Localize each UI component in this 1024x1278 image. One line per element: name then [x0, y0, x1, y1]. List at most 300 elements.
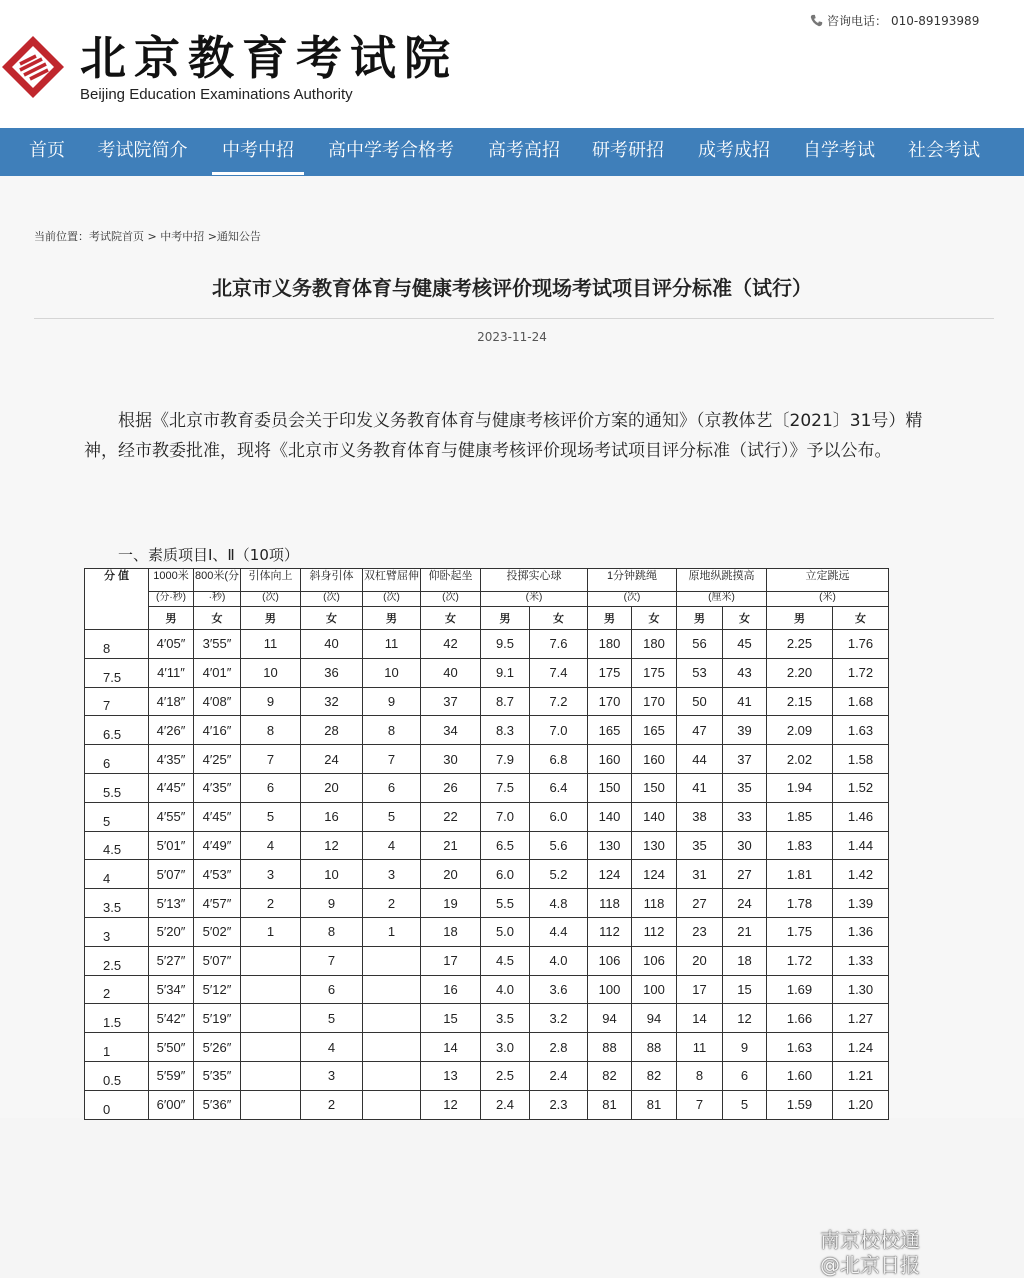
- table-cell: 6.0: [530, 802, 588, 831]
- table-cell: 37: [723, 745, 767, 774]
- table-cell: 8: [241, 716, 301, 745]
- table-cell: 7.4: [530, 658, 588, 687]
- table-cell: 1.94: [767, 773, 833, 802]
- table-cell: 1.21: [833, 1061, 889, 1090]
- event-dips: 双杠臂屈伸: [363, 569, 421, 592]
- table-cell: 2.4: [530, 1061, 588, 1090]
- table-cell: 4′18″: [149, 687, 194, 716]
- gender-cell: 男: [363, 607, 421, 630]
- table-cell: 24: [723, 889, 767, 918]
- watermark-line-2: @北京日报: [820, 1253, 920, 1277]
- table-cell: 12: [301, 831, 363, 860]
- table-row: [85, 1004, 889, 1033]
- table-cell: 5′02″: [194, 917, 241, 946]
- table-cell: 81: [588, 1090, 632, 1119]
- table-cell: 9: [363, 687, 421, 716]
- hotline-label: 咨询电话：: [827, 14, 888, 28]
- phone-icon: [810, 14, 823, 27]
- unit-cell: (厘米): [677, 592, 767, 607]
- table-cell: [241, 1004, 301, 1033]
- score-value-cell: 5: [85, 802, 149, 831]
- table-cell: 1.83: [767, 831, 833, 860]
- nav-item-yankao[interactable]: 研考研招: [592, 140, 664, 161]
- table-cell: 5′07″: [194, 946, 241, 975]
- score-value-cell: 1.5: [85, 1004, 149, 1033]
- table-cell: 140: [588, 802, 632, 831]
- table-cell: [363, 1033, 421, 1062]
- table-row: [85, 889, 889, 918]
- hotline: [810, 12, 979, 29]
- unit-cell: (分·秒): [149, 592, 194, 607]
- table-cell: 170: [632, 687, 677, 716]
- table-cell: 5.2: [530, 860, 588, 889]
- table-cell: 1.36: [833, 917, 889, 946]
- table-cell: 11: [677, 1033, 723, 1062]
- table-cell: 1.63: [833, 716, 889, 745]
- table-cell: 16: [301, 802, 363, 831]
- table-row: [85, 975, 889, 1004]
- table-cell: 6′00″: [149, 1090, 194, 1119]
- table-cell: 1.63: [767, 1033, 833, 1062]
- table-cell: 118: [632, 889, 677, 918]
- table-cell: 2.8: [530, 1033, 588, 1062]
- table-cell: 31: [677, 860, 723, 889]
- table-cell: 2: [363, 889, 421, 918]
- table-cell: 6: [723, 1061, 767, 1090]
- table-cell: 4.5: [481, 946, 530, 975]
- nav-item-about[interactable]: 考试院简介: [97, 140, 188, 161]
- logo-title[interactable]: 北京教育考试院: [80, 31, 458, 85]
- table-cell: 165: [632, 716, 677, 745]
- table-cell: [363, 1061, 421, 1090]
- table-cell: 4′55″: [149, 802, 194, 831]
- table-cell: 112: [588, 917, 632, 946]
- gender-cell: 女: [632, 607, 677, 630]
- table-cell: 3.2: [530, 1004, 588, 1033]
- table-cell: 8.3: [481, 716, 530, 745]
- table-cell: 175: [588, 658, 632, 687]
- table-cell: 27: [723, 860, 767, 889]
- table-cell: 124: [588, 860, 632, 889]
- table-cell: 82: [588, 1061, 632, 1090]
- table-cell: 165: [588, 716, 632, 745]
- table-cell: 4′57″: [194, 889, 241, 918]
- gender-cell: 女: [530, 607, 588, 630]
- table-cell: 2.5: [481, 1061, 530, 1090]
- watermark: [820, 1228, 920, 1278]
- table-cell: 180: [632, 630, 677, 659]
- table-cell: 8: [677, 1061, 723, 1090]
- table-cell: 5′50″: [149, 1033, 194, 1062]
- table-cell: 9: [723, 1033, 767, 1062]
- score-header: 分 值: [85, 569, 149, 630]
- table-cell: 19: [421, 889, 481, 918]
- watermark-line-1: 南京校校通: [820, 1228, 920, 1252]
- table-cell: 17: [677, 975, 723, 1004]
- table-cell: 30: [421, 745, 481, 774]
- table-cell: 1.52: [833, 773, 889, 802]
- table-cell: 5′36″: [194, 1090, 241, 1119]
- table-cell: 2.3: [530, 1090, 588, 1119]
- table-cell: 1.69: [767, 975, 833, 1004]
- table-cell: 35: [723, 773, 767, 802]
- table-cell: 1.42: [833, 860, 889, 889]
- table-cell: 1.72: [833, 658, 889, 687]
- table-cell: 7.5: [481, 773, 530, 802]
- table-cell: 5: [301, 1004, 363, 1033]
- gender-cell: 女: [723, 607, 767, 630]
- table-cell: 7.0: [530, 716, 588, 745]
- table-cell: 5′07″: [149, 860, 194, 889]
- table-row: [85, 1061, 889, 1090]
- table-cell: 5′12″: [194, 975, 241, 1004]
- table-cell: 3: [301, 1061, 363, 1090]
- table-cell: 4: [241, 831, 301, 860]
- event-vertical-jump: 原地纵跳摸高: [677, 569, 767, 592]
- gender-header-row: [85, 607, 889, 630]
- unit-cell: (米): [481, 592, 588, 607]
- score-table: [84, 568, 889, 1120]
- gender-cell: 女: [421, 607, 481, 630]
- event-inclined-pullup: 斜身引体: [301, 569, 363, 592]
- table-cell: 112: [632, 917, 677, 946]
- table-cell: 44: [677, 745, 723, 774]
- table-cell: 18: [723, 946, 767, 975]
- score-value-cell: 8: [85, 630, 149, 659]
- table-cell: 118: [588, 889, 632, 918]
- unit-header-row: [85, 592, 889, 607]
- table-cell: 4′11″: [149, 658, 194, 687]
- table-cell: [241, 1033, 301, 1062]
- unit-cell: (米): [767, 592, 889, 607]
- table-cell: 4′16″: [194, 716, 241, 745]
- table-cell: 5′26″: [194, 1033, 241, 1062]
- table-cell: 150: [588, 773, 632, 802]
- table-cell: [363, 1004, 421, 1033]
- table-cell: 1.27: [833, 1004, 889, 1033]
- table-cell: 9: [241, 687, 301, 716]
- table-cell: 1.24: [833, 1033, 889, 1062]
- table-cell: [241, 1061, 301, 1090]
- table-cell: [363, 1090, 421, 1119]
- table-cell: 175: [632, 658, 677, 687]
- table-cell: 130: [588, 831, 632, 860]
- event-pullup: 引体向上: [241, 569, 301, 592]
- table-cell: 180: [588, 630, 632, 659]
- table-cell: 9: [301, 889, 363, 918]
- table-cell: 160: [588, 745, 632, 774]
- table-cell: 106: [588, 946, 632, 975]
- table-cell: 5′27″: [149, 946, 194, 975]
- table-cell: 9.1: [481, 658, 530, 687]
- table-cell: 5′42″: [149, 1004, 194, 1033]
- table-cell: 22: [421, 802, 481, 831]
- table-cell: 8: [363, 716, 421, 745]
- section-heading: 一、素质项目Ⅰ、Ⅱ（10项）: [118, 546, 299, 564]
- table-cell: 88: [588, 1033, 632, 1062]
- table-cell: 4′49″: [194, 831, 241, 860]
- table-cell: 2.09: [767, 716, 833, 745]
- table-row: [85, 1090, 889, 1119]
- table-cell: 56: [677, 630, 723, 659]
- unit-cell: (次): [241, 592, 301, 607]
- score-value-cell: 1: [85, 1033, 149, 1062]
- table-cell: 45: [723, 630, 767, 659]
- table-cell: 100: [588, 975, 632, 1004]
- score-value-cell: 0: [85, 1090, 149, 1119]
- table-cell: 11: [241, 630, 301, 659]
- breadcrumb[interactable]: 当前位置：考试院首页 > 中考中招 >通知公告: [34, 230, 261, 243]
- unit-cell: (次): [301, 592, 363, 607]
- table-cell: 8.7: [481, 687, 530, 716]
- table-cell: 47: [677, 716, 723, 745]
- table-cell: 36: [301, 658, 363, 687]
- table-cell: 11: [363, 630, 421, 659]
- table-cell: 4.0: [530, 946, 588, 975]
- table-cell: 2.02: [767, 745, 833, 774]
- table-row: [85, 1033, 889, 1062]
- table-row: [85, 658, 889, 687]
- table-cell: 1.46: [833, 802, 889, 831]
- table-cell: 88: [632, 1033, 677, 1062]
- table-cell: 160: [632, 745, 677, 774]
- score-value-cell: 0.5: [85, 1061, 149, 1090]
- score-value-cell: 2: [85, 975, 149, 1004]
- table-cell: 10: [241, 658, 301, 687]
- table-cell: 1: [363, 917, 421, 946]
- nav-item-chengkao[interactable]: 成考成招: [698, 140, 770, 161]
- table-cell: 21: [421, 831, 481, 860]
- table-cell: 4′53″: [194, 860, 241, 889]
- table-cell: [241, 1090, 301, 1119]
- table-cell: 34: [421, 716, 481, 745]
- table-cell: 15: [421, 1004, 481, 1033]
- nav-item-shehui[interactable]: 社会考试: [908, 140, 980, 161]
- table-cell: 10: [301, 860, 363, 889]
- table-row: [85, 716, 889, 745]
- table-cell: 1.44: [833, 831, 889, 860]
- unit-cell: ·秒): [194, 592, 241, 607]
- table-cell: 2: [241, 889, 301, 918]
- table-cell: 21: [723, 917, 767, 946]
- table-cell: 13: [421, 1061, 481, 1090]
- table-cell: 41: [677, 773, 723, 802]
- table-cell: 1.76: [833, 630, 889, 659]
- table-cell: 7.2: [530, 687, 588, 716]
- table-cell: 5′34″: [149, 975, 194, 1004]
- event-medicine-ball: 投掷实心球: [481, 569, 588, 592]
- table-cell: 39: [723, 716, 767, 745]
- nav-item-zhongkao[interactable]: 中考中招: [212, 128, 304, 175]
- table-cell: 4′01″: [194, 658, 241, 687]
- table-cell: 14: [677, 1004, 723, 1033]
- table-cell: 50: [677, 687, 723, 716]
- table-cell: 6.4: [530, 773, 588, 802]
- score-value-cell: 4: [85, 860, 149, 889]
- table-cell: 5′20″: [149, 917, 194, 946]
- table-cell: 32: [301, 687, 363, 716]
- table-cell: 5: [363, 802, 421, 831]
- event-long-jump: 立定跳远: [767, 569, 889, 592]
- score-value-cell: 6: [85, 745, 149, 774]
- article-content: [0, 176, 1024, 1277]
- table-cell: 1.68: [833, 687, 889, 716]
- table-row: [85, 630, 889, 659]
- nav-item-zixue[interactable]: 自学考试: [803, 140, 875, 161]
- score-value-cell: 6.5: [85, 716, 149, 745]
- table-cell: 15: [723, 975, 767, 1004]
- table-cell: 106: [632, 946, 677, 975]
- title-divider: [34, 318, 994, 319]
- table-cell: 40: [301, 630, 363, 659]
- score-value-cell: 3: [85, 917, 149, 946]
- logo-subtitle: Beijing Education Examinations Authority: [80, 86, 353, 103]
- unit-cell: (次): [363, 592, 421, 607]
- table-cell: 1.39: [833, 889, 889, 918]
- table-cell: 7: [241, 745, 301, 774]
- table-cell: 5.5: [481, 889, 530, 918]
- gender-cell: 女: [301, 607, 363, 630]
- table-cell: 140: [632, 802, 677, 831]
- table-cell: 7.9: [481, 745, 530, 774]
- score-table-body: [85, 630, 889, 1120]
- table-cell: 30: [723, 831, 767, 860]
- unit-cell: (次): [421, 592, 481, 607]
- table-cell: 7.6: [530, 630, 588, 659]
- table-cell: 12: [421, 1090, 481, 1119]
- table-cell: 17: [421, 946, 481, 975]
- gender-cell: 男: [677, 607, 723, 630]
- table-cell: 2.20: [767, 658, 833, 687]
- table-cell: 4′05″: [149, 630, 194, 659]
- table-cell: 3.6: [530, 975, 588, 1004]
- table-cell: 4.4: [530, 917, 588, 946]
- table-cell: 9.5: [481, 630, 530, 659]
- table-cell: 42: [421, 630, 481, 659]
- table-cell: 130: [632, 831, 677, 860]
- table-cell: 5: [723, 1090, 767, 1119]
- table-cell: 7.0: [481, 802, 530, 831]
- table-cell: 1.81: [767, 860, 833, 889]
- table-cell: 20: [301, 773, 363, 802]
- table-cell: 1.78: [767, 889, 833, 918]
- table-cell: 1.58: [833, 745, 889, 774]
- nav-item-xuekao[interactable]: 高中学考合格考: [328, 140, 454, 161]
- table-cell: 5′35″: [194, 1061, 241, 1090]
- score-value-cell: 7: [85, 687, 149, 716]
- table-cell: 3.0: [481, 1033, 530, 1062]
- event-situp: 仰卧起坐: [421, 569, 481, 592]
- table-row: [85, 773, 889, 802]
- table-cell: 3.5: [481, 1004, 530, 1033]
- table-cell: 124: [632, 860, 677, 889]
- table-cell: 1.33: [833, 946, 889, 975]
- table-cell: 4.8: [530, 889, 588, 918]
- table-cell: 94: [588, 1004, 632, 1033]
- table-row: [85, 745, 889, 774]
- table-cell: 6.8: [530, 745, 588, 774]
- main-nav: [0, 128, 1024, 176]
- table-cell: 41: [723, 687, 767, 716]
- table-cell: 35: [677, 831, 723, 860]
- table-cell: 5: [241, 802, 301, 831]
- logo-mark-icon[interactable]: [0, 34, 66, 100]
- article-paragraph: [84, 406, 954, 466]
- table-cell: 6: [363, 773, 421, 802]
- table-row: [85, 687, 889, 716]
- table-cell: 6: [301, 975, 363, 1004]
- table-cell: 26: [421, 773, 481, 802]
- gender-cell: 男: [241, 607, 301, 630]
- table-cell: 2.25: [767, 630, 833, 659]
- score-value-cell: 3.5: [85, 889, 149, 918]
- table-row: [85, 831, 889, 860]
- event-jump-rope: 1分钟跳绳: [588, 569, 677, 592]
- table-cell: 1.60: [767, 1061, 833, 1090]
- table-cell: 5′01″: [149, 831, 194, 860]
- event-1000m: 1000米: [149, 569, 194, 592]
- table-cell: 43: [723, 658, 767, 687]
- table-cell: 38: [677, 802, 723, 831]
- table-cell: [363, 975, 421, 1004]
- gender-cell: 男: [588, 607, 632, 630]
- table-cell: 1.85: [767, 802, 833, 831]
- table-cell: 7: [301, 946, 363, 975]
- paragraph-text: 根据《北京市教育委员会关于印发义务教育体育与健康考核评价方案的通知》（京教体艺〔2021〕31号）精神，经市教委批准，现将《北京市义务教育体育与健康考核评价现场考试项目评分标准（试行）》予以公布。: [84, 411, 923, 461]
- table-cell: [241, 946, 301, 975]
- hotline-number: 010-89193989: [891, 13, 980, 28]
- table-cell: 33: [723, 802, 767, 831]
- table-row: [85, 802, 889, 831]
- table-cell: 5′13″: [149, 889, 194, 918]
- table-cell: 4′35″: [194, 773, 241, 802]
- table-cell: 23: [677, 917, 723, 946]
- table-cell: 1: [241, 917, 301, 946]
- score-value-cell: 7.5: [85, 658, 149, 687]
- gender-cell: 男: [767, 607, 833, 630]
- nav-item-home[interactable]: 首页: [29, 140, 65, 161]
- table-cell: 5′59″: [149, 1061, 194, 1090]
- table-cell: 7: [363, 745, 421, 774]
- table-cell: 1.59: [767, 1090, 833, 1119]
- table-cell: 12: [723, 1004, 767, 1033]
- table-cell: 100: [632, 975, 677, 1004]
- table-cell: 4: [301, 1033, 363, 1062]
- nav-item-gaokao[interactable]: 高考高招: [488, 140, 560, 161]
- table-cell: [241, 975, 301, 1004]
- table-cell: 2.4: [481, 1090, 530, 1119]
- table-cell: 150: [632, 773, 677, 802]
- table-row: [85, 917, 889, 946]
- table-cell: 37: [421, 687, 481, 716]
- table-cell: 1.75: [767, 917, 833, 946]
- gender-cell: 女: [833, 607, 889, 630]
- table-cell: 4′08″: [194, 687, 241, 716]
- table-cell: 1.72: [767, 946, 833, 975]
- table-cell: 8: [301, 917, 363, 946]
- table-cell: [363, 946, 421, 975]
- table-cell: 7: [677, 1090, 723, 1119]
- table-cell: 4′25″: [194, 745, 241, 774]
- table-cell: 18: [421, 917, 481, 946]
- table-cell: 82: [632, 1061, 677, 1090]
- table-cell: 6.5: [481, 831, 530, 860]
- table-cell: 53: [677, 658, 723, 687]
- event-800m: 800米(分: [194, 569, 241, 592]
- table-cell: 40: [421, 658, 481, 687]
- table-cell: 170: [588, 687, 632, 716]
- table-cell: 1.66: [767, 1004, 833, 1033]
